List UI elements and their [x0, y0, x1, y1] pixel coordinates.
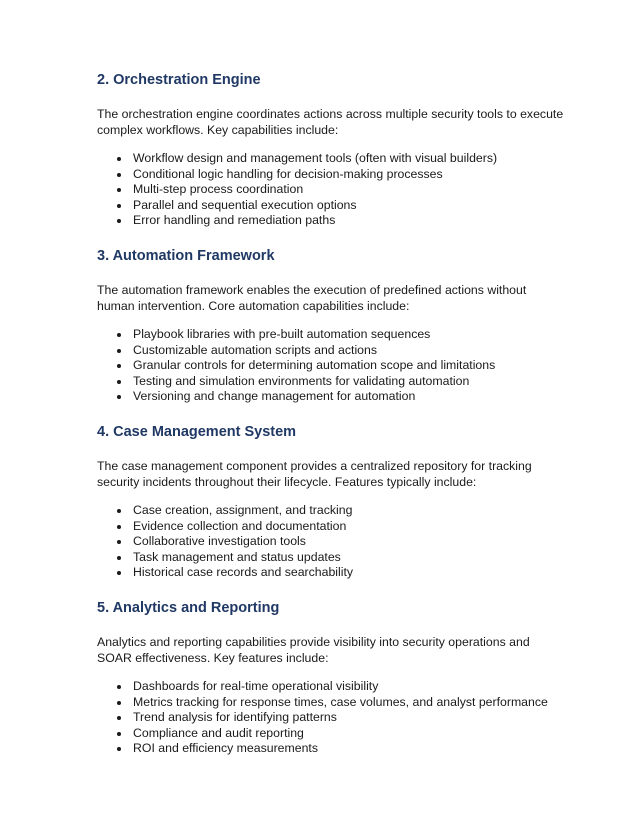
section-heading: 3. Automation Framework [97, 247, 275, 264]
list-item [97, 358, 567, 374]
list-item-text: Error handling and remediation paths [133, 213, 336, 228]
list-item [97, 710, 567, 726]
list-item [97, 679, 567, 695]
list-item [97, 726, 567, 742]
bullet-icon [117, 219, 121, 223]
list-item-text: Versioning and change management for automation [133, 389, 416, 404]
list-item [97, 327, 567, 343]
bullet-icon [117, 157, 121, 161]
section-intro: The automation framework enables the execution of predefined actions without human intervention. Core automation capabilities include: [97, 282, 527, 313]
list-item-text: Granular controls for determining automation scope and limitations [133, 358, 496, 373]
list-item-text: Multi-step process coordination [133, 182, 304, 197]
bullet-icon [117, 556, 121, 560]
bullet-list [97, 151, 567, 229]
list-item-text: Compliance and audit reporting [133, 725, 304, 740]
list-item-text: Workflow design and management tools (often with visual builders) [133, 151, 498, 165]
list-item [97, 182, 567, 198]
bullet-icon [117, 525, 121, 529]
section-heading: 4. Case Management System [97, 423, 297, 440]
list-item [97, 198, 567, 214]
list-item-text: Metrics tracking for response times, case volumes, and analyst performance [133, 694, 548, 709]
list-item [97, 565, 567, 581]
bullet-icon [117, 747, 121, 751]
list-item [97, 389, 567, 405]
list-item-text: Case creation, assignment, and tracking [133, 502, 353, 517]
bullet-icon [117, 333, 121, 337]
list-item [97, 534, 567, 550]
section-case-management-system [97, 422, 567, 581]
list-item-text: Historical case records and searchability [133, 565, 354, 580]
list-item-text: Dashboards for real-time operational visibility [133, 678, 379, 693]
bullet-icon [117, 395, 121, 399]
list-item [97, 550, 567, 566]
bullet-icon [117, 188, 121, 192]
section-orchestration-engine [97, 70, 567, 229]
section-intro: The orchestration engine coordinates actions across multiple security tools to execute complex workflows. Key capabilities include: [97, 107, 564, 137]
bullet-icon [117, 716, 121, 720]
bullet-icon [117, 701, 121, 705]
bullet-list [97, 327, 567, 405]
list-item [97, 374, 567, 390]
bullet-icon [117, 540, 121, 544]
bullet-icon [117, 509, 121, 513]
document-page [97, 70, 567, 774]
list-item [97, 151, 567, 167]
list-item-text: ROI and efficiency measurements [133, 741, 318, 756]
section-intro: Analytics and reporting capabilities provide visibility into security operations and SOAR effectiveness. Key features include: [97, 634, 530, 665]
bullet-list [97, 503, 567, 581]
bullet-list [97, 679, 567, 757]
list-item [97, 741, 567, 757]
list-item-text: Conditional logic handling for decision-making processes [133, 166, 443, 181]
section-intro: The case management component provides a centralized repository for tracking security incidents throughout their lifecycle. Features typically include: [97, 458, 532, 489]
list-item [97, 213, 567, 229]
bullet-icon [117, 204, 121, 208]
bullet-icon [117, 685, 121, 689]
list-item [97, 503, 567, 519]
list-item-text: Testing and simulation environments for validating automation [133, 373, 470, 388]
section-heading: 5. Analytics and Reporting [97, 599, 280, 616]
bullet-icon [117, 380, 121, 384]
section-heading: 2. Orchestration Engine [97, 72, 261, 88]
bullet-icon [117, 732, 121, 736]
section-automation-framework [97, 246, 567, 405]
list-item-text: Parallel and sequential execution options [133, 197, 357, 212]
list-item [97, 519, 567, 535]
list-item-text: Playbook libraries with pre-built automation sequences [133, 326, 431, 341]
list-item [97, 167, 567, 183]
list-item-text: Collaborative investigation tools [133, 534, 306, 549]
list-item-text: Task management and status updates [133, 549, 341, 564]
bullet-icon [117, 349, 121, 353]
list-item [97, 343, 567, 359]
bullet-icon [117, 173, 121, 177]
section-analytics-and-reporting [97, 598, 567, 757]
list-item-text: Customizable automation scripts and actions [133, 342, 378, 357]
bullet-icon [117, 364, 121, 368]
list-item [97, 695, 567, 711]
list-item-text: Trend analysis for identifying patterns [133, 710, 337, 725]
list-item-text: Evidence collection and documentation [133, 518, 347, 533]
bullet-icon [117, 571, 121, 575]
